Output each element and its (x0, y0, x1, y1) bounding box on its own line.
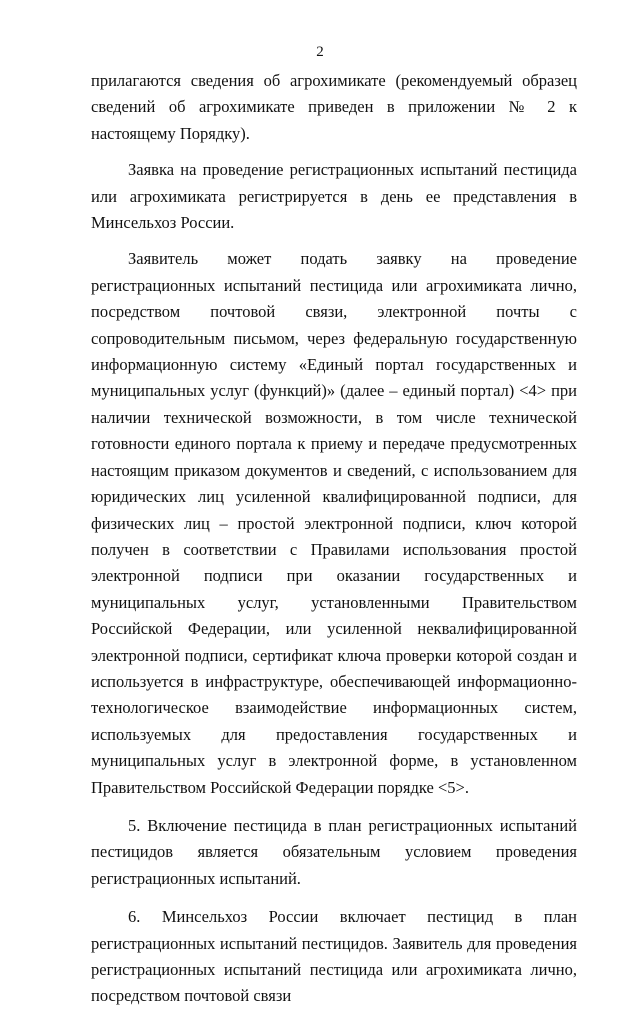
paragraph-continuation: прилагаются сведения об агрохимикате (рекомендуемый образец сведений об агрохимикате приведен в приложении № 2 к настоящему Порядку). (91, 71, 577, 143)
page-number: 2 (316, 44, 324, 60)
paragraph-item-5: 5. Включение пестицида в план регистрационных испытаний пестицидов является обязательным условием проведения регистрационных испытаний. (91, 815, 577, 888)
paragraph-item-6: 6. Минсельхоз России включает пестицид в план регистрационных испытаний пестицидов. Заявитель для проведения регистрационных испытаний пестицида или агрохимиката лично, посредством почтовой связи (91, 907, 577, 1006)
document-body (91, 68, 577, 1010)
paragraph-application-registration: Заявка на проведение регистрационных испытаний пестицида или агрохимиката регистрируется в день ее представления в Минсельхоз России. (91, 160, 577, 233)
paragraph-application-submission: Заявитель может подать заявку на проведение регистрационных испытаний пестицида или агрохимиката лично, посредством почтовой связи, электронной почты с сопроводительным письмом, через федеральную государственную информационную систему «Единый портал государственных и муниципальных услуг (функций)» (далее – единый портал) <4> при наличии технической возможности, в том числе технической готовности единого портала к приему и передаче предусмотренных настоящим приказом документов и сведений, с использованием для юридических лиц усиленной квалифицированной подписи, для физических лиц – простой электронной подписи, ключ которой получен в соответствии с Правилами использования простой электронной подписи при оказании государственных и муниципальных услуг, установленными Правительством Российской Федерации, или усиленной неквалифицированной электронной подписи, сертификат ключа проверки которой создан и используется в инфраструктуре, обеспечивающей информационно-технологическое взаимодействие информационных систем, используемых для предоставления государственных и муниципальных услуг в электронной форме, в установленном Правительством Российской Федерации порядке <5>. (91, 249, 577, 797)
